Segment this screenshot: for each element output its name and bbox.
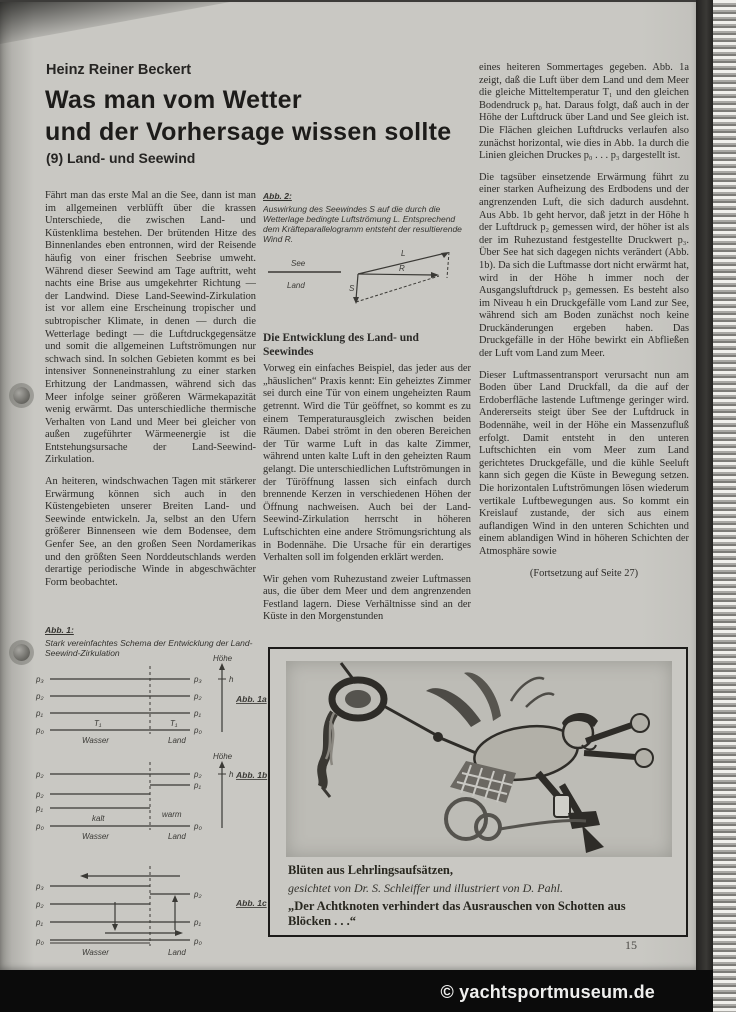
- scan-shadow: [0, 2, 230, 44]
- arrowhead-S-icon: [353, 297, 359, 304]
- paragraph: Fährt man das erste Mal an die See, dann ist man im allgemeinen verblüfft über die krassen Unterschiede, die zwischen Land- und Küstenklima bestehen. Der brütenden Hitze des Binnenlandes eben entronnen, wird der Reisende häufig von einer frischen Seebrise umweht. Während dieser Seewind am Tage auftritt, weht nachts eine Brise aus umgekehrter Richtung — der Landwind. Diese Land-Seewind-Zirkulation ist vor allem eine Erscheinung tropischer und subtropischer Klimate, in denen — durch die Wetterlage bedingt — die Luftdruckgegensätze und somit die allgemeinen Luftströmungen nur schwach sind. In solchen Gebieten kommt es bei intensiver Sonneneinstrahlung zu einer starken Erhitzung der Landmassen, während sich das Meer infolge seiner größeren Wärmekapazität wenig erwärmt. Das unterschiedliche thermische Verhalten von Land und Meer bei gleicher von außen zugeführter Wärmeenergie ist die Entstehungsursache der Land-Seewind-Zirkulation.: [45, 190, 256, 466]
- scan-background: [0, 970, 713, 1012]
- label-S: S: [349, 283, 355, 293]
- tow-line: [382, 705, 436, 735]
- label-R: R: [399, 263, 405, 273]
- text-column-3: [479, 62, 689, 632]
- subfigure-label: Abb. 1b: [236, 770, 268, 780]
- pressure-label: p₁: [36, 918, 43, 927]
- abb-1b: [35, 752, 267, 841]
- axis-arrowhead-icon: [219, 761, 225, 768]
- pressure-label: p₀: [36, 822, 44, 831]
- arrowhead-left-icon: [80, 873, 88, 879]
- water-label: Wasser: [82, 948, 109, 957]
- paragraph: Wir gehen vom Ruhezustand zweier Luftmassen aus, die über dem Meer und dem angrenzenden Festland lagern. Diese Verhältnisse sind an der Küste in den Morgenstunden: [263, 573, 471, 623]
- pressure-label: p₁: [194, 709, 201, 718]
- subfigure-label: Abb. 1a: [236, 694, 267, 704]
- arm-lower: [584, 753, 636, 757]
- abb-1a: [35, 654, 267, 745]
- pressure-label: p₂: [36, 790, 44, 799]
- land-label: Land: [287, 280, 305, 290]
- pressure-label: p₁: [36, 709, 43, 718]
- article-author: Heinz Reiner Beckert: [46, 62, 192, 78]
- arrowhead-down-icon: [112, 924, 118, 931]
- paragraph: Die tagsüber einsetzende Erwärmung führt zu einer starken Aufheizung des Erdbodens und der angrenzenden Luft, die sich dadurch ausdehnt. Aus Abb. 1b geht hervor, daß jetzt in der Höhe h der Luftdruck p₂ gemessen wird, der höher ist als der im Ruhezustand festgestellte Druckwert p₃. Über See hat sich dagegen nichts verändert (Abb. 1b). Da sich die Luftmasse dort nicht erwärmt hat, wird in der Höhe h immer noch der Ausgangsluftdruck p₃ gemessen. Es besteht also im Niveau h ein Druckgefälle vom Land zur See, während sich am Boden zunächst noch keine Druckänderungen ergeben haben. Das Druckgefälle in der Höhe bewirkt ein Abfließen der Luft vom Land zum Meer.: [479, 171, 689, 360]
- pressure-label: p₃: [36, 882, 44, 891]
- pressure-label: p₀: [194, 822, 202, 831]
- land-label: Land: [168, 736, 186, 745]
- pressure-label: p₃: [194, 675, 202, 684]
- arrowhead-L-icon: [441, 252, 449, 258]
- subfigure-label: Abb. 1c: [236, 898, 267, 908]
- pulley-sheave: [345, 690, 371, 708]
- cloud-puff: [476, 815, 500, 839]
- h-label: h: [229, 675, 234, 684]
- axis-arrowhead-icon: [219, 663, 225, 670]
- book-page-edges: [713, 0, 736, 1012]
- h-label: h: [229, 770, 234, 779]
- book-spine-shadow: [696, 0, 713, 1012]
- figure-2-label: Abb. 2:: [263, 191, 292, 201]
- parallelogram-side: [447, 252, 449, 278]
- pressure-label: p₀: [194, 726, 202, 735]
- paragraph: eines heiteren Sommertages gegeben. Abb. 1a zeigt, daß die Luft über dem Land und dem Meer die gleiche Mitteltemperatur T₁ und den gleichen Bodendruck p₀ hat. Daraus folgt, daß auch in der Höhe der Luftdruck über Land und See gleich ist. Die Flächen gleichen Luftdrucks verlaufen also zunächst horizontal, wie dies in Abb. 1a durch die Linien gleichen Druckes p₀ . . . p₃ dargestellt ist.: [479, 62, 689, 162]
- article-subtitle: (9) Land- und Seewind: [46, 150, 196, 166]
- figure-2: [263, 190, 471, 324]
- pressure-label: p₂: [36, 900, 44, 909]
- title-line-2: und der Vorhersage wissen sollte: [45, 118, 452, 146]
- figure-1-caption: Stark vereinfachtes Schema der Entwicklung der Land-Seewind-Zirkulation: [45, 638, 253, 658]
- pressure-label: p₂: [36, 770, 44, 779]
- pressure-label: p₁: [194, 781, 201, 790]
- hand: [631, 714, 649, 732]
- sea-label: See: [291, 258, 306, 268]
- pressure-label: p₃: [36, 675, 44, 684]
- pressure-label: p₀: [194, 937, 202, 946]
- pressure-label: p₂: [194, 770, 202, 779]
- warm-label: warm: [162, 810, 182, 819]
- motion-lines: [511, 678, 554, 707]
- arrowhead-up-icon: [172, 895, 178, 902]
- cartoon-caption-quote: „Der Achtknoten verhindert das Ausrauschen von Schotten aus Blöcken . . .“: [288, 899, 626, 928]
- height-axis-label: Höhe: [213, 654, 233, 663]
- continuation-note: (Fortsetzung auf Seite 27): [529, 567, 639, 579]
- cartoon-caption-credit: gesichtet von Dr. S. Schleiffer und illustriert von D. Pahl.: [288, 881, 563, 895]
- land-label: Land: [168, 948, 186, 957]
- paragraph: Vorweg ein einfaches Beispiel, das jeder aus der „häuslichen“ Praxis kennt: Ein geheiztes Zimmer sei durch eine Tür von einem ungeheizten Raum getrennt. Wird die Tür geöffnet, so kommt es zu einem Temperaturausgleich zwischen beiden Räumen. Dabei strömt in den oberen Bereichen der Tür warme Luft in das kalte Zimmer, während unten kalte Luft in den geheizten Raum gelangt. Die unterschiedlichen Luftströmungen in der Türöffnung lassen sich einfach durch brennende Kerzen in verschiedenen Höhen der Öffnung nachweisen. Auch bei der Land-Seewind-Zirkulation herrscht in höheren Luftschichten eine andere Strömungsrichtung als in Bodennähe. Die Ursache für ein derartiges Verhalten soll im folgenden erklärt werden.: [263, 363, 471, 564]
- water-label: Wasser: [82, 736, 109, 745]
- vector-R: [358, 274, 435, 275]
- seewind-vector-diagram: [263, 244, 468, 320]
- paragraph: Dieser Luftmassentransport verursacht nun am Boden über Land Druckfall, da die auf der Erdoberfläche lastende Luftmenge geringer wird. Andererseits steigt über See der Luftdruck in Bodennähe, weil in der Höhe ein Massenzufluß erfolgt. Damit entsteht in den unteren Luftschichten ein vom Meer zum Land gerichtetes Druckgefälle, und die kühle Seeluft kann sich gegen die Küste in Bewegung setzen. Die horizontalen Luftströmungen lösen wiederum vertikale Luftbewegungen aus. So kommt ein Kreislauf zustande, der sich aus einem auflandigen Wind in den unteren Schichten und einem ablandigen Wind in höheren Schichten der Atmosphäre sowie: [479, 369, 689, 557]
- land-seewind-schema-diagram: [30, 654, 270, 966]
- paragraph: An heiteren, windschwachen Tagen mit stärkerer Erwärmung können sich auch in den Küstengebieten unserer Breiten Land- und Seewinde entwickeln. Ja, selbst an den Ufern größerer Binnenseen wie dem Bodensee, dem Genfer See, an den großen Seen Nordamerikas und den größten Seen Norddeutschlands werden derartige periodische Winde in abgeschwächter Form beobachtet.: [45, 476, 256, 588]
- watermark: © yachtsportmuseum.de: [440, 982, 655, 1002]
- temperature-label: T₁: [94, 719, 102, 728]
- figure-2-caption: Auswirkung des Seewindes S auf die durch die Wetterlage bedingte Luftströmung L. Entsprechend dem Kräfteparallelogramm entsteht der resultierende Wind R.: [263, 203, 462, 244]
- hand: [635, 749, 653, 767]
- binding-rivet: [13, 644, 30, 661]
- pressure-label: p₂: [194, 890, 202, 899]
- cold-label: kalt: [92, 814, 105, 823]
- page-number: 15: [625, 938, 637, 952]
- figure-1-label: Abb. 1:: [45, 625, 74, 635]
- pressure-label: p₁: [194, 918, 201, 927]
- pressure-label: p₁: [36, 804, 43, 813]
- temperature-label: T₁: [170, 719, 178, 728]
- figure-1: [45, 620, 260, 658]
- flying-sailor-cartoon: [286, 661, 672, 857]
- land-label: Land: [168, 832, 186, 841]
- pressure-label: p₀: [36, 726, 44, 735]
- arrowhead-right-icon: [175, 930, 183, 936]
- cartoon-box: [268, 647, 688, 937]
- abb-1c: [35, 866, 267, 957]
- text-column-2: [263, 190, 471, 635]
- wing-left: [426, 688, 481, 727]
- parallelogram-side: [356, 276, 439, 302]
- pressure-label: p₂: [194, 692, 202, 701]
- section-heading: Die Entwicklung des Land- und Seewindes: [263, 332, 419, 358]
- text-column-1: [45, 190, 256, 628]
- title-line-1: Was man vom Wetter: [45, 86, 302, 114]
- height-axis-label: Höhe: [213, 752, 233, 761]
- water-label: Wasser: [82, 832, 109, 841]
- tow-line: [438, 737, 476, 753]
- sock: [554, 795, 570, 817]
- binding-rivet: [13, 387, 30, 404]
- vector-S: [356, 274, 358, 300]
- pressure-label: p₂: [36, 692, 44, 701]
- cartoon-illustration: [286, 661, 672, 857]
- boot: [582, 825, 604, 853]
- pressure-label: p₀: [36, 937, 44, 946]
- cartoon-caption-title: Blüten aus Lehrlingsaufsätzen,: [288, 863, 453, 877]
- label-L: L: [401, 248, 406, 258]
